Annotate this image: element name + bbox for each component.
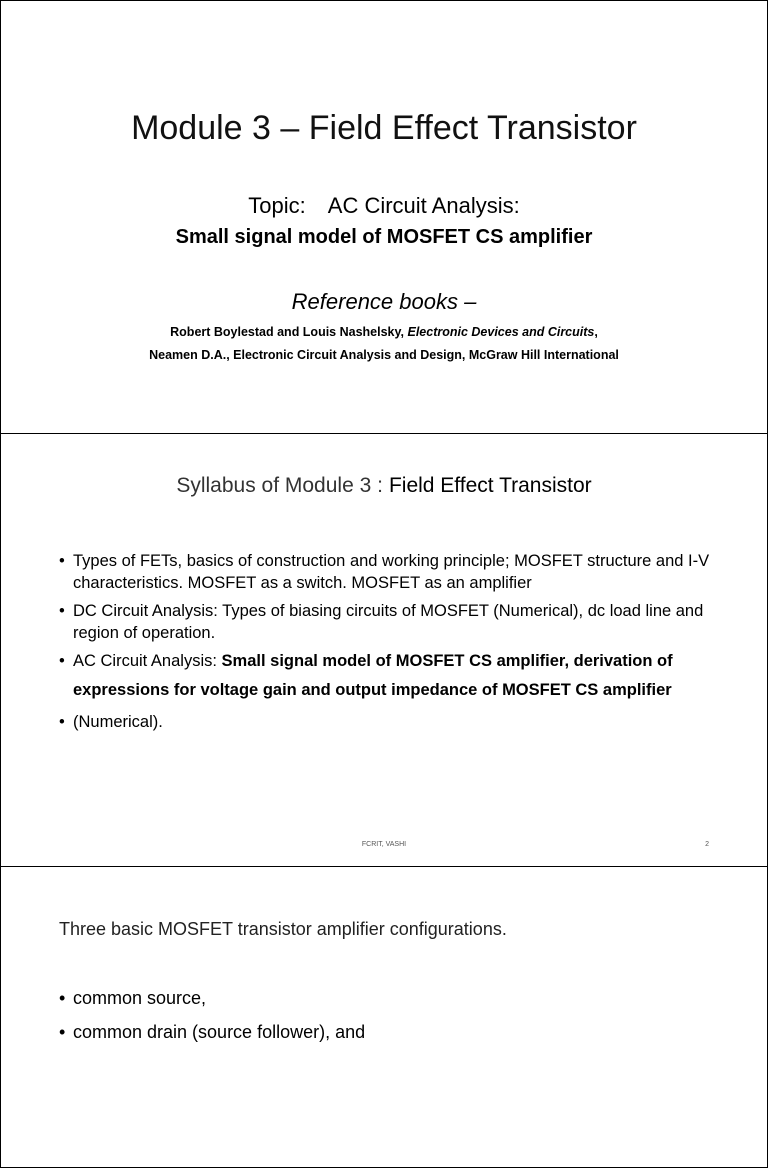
list-item — [59, 600, 715, 644]
configuration-item-1: common source, — [73, 988, 207, 1008]
syllabus-item-3-prefix: AC Circuit Analysis: — [73, 652, 222, 670]
syllabus-item-1: Types of FETs, basics of construction and working principle; MOSFET structure and I-V characteristics. MOSFET as a switch. MOSFET as an amplifier — [73, 552, 710, 592]
list-item — [59, 647, 715, 705]
syllabus-list — [59, 550, 715, 739]
reference-book-1-authors: Robert Boylestad and Louis Nashelsky, — [170, 325, 408, 339]
slide-3 — [0, 866, 768, 1168]
slide-page-number: 2 — [705, 841, 709, 848]
syllabus-item-2: DC Circuit Analysis: Types of biasing circuits of MOSFET (Numerical), dc load line and region of operation. — [73, 602, 704, 642]
syllabus-item-4: (Numerical). — [73, 713, 163, 731]
syllabus-item-3-bold: Small signal model of MOSFET CS amplifier, derivation of expressions for voltage gain and output impedance of MOSFET CS amplifier — [73, 652, 673, 699]
slide-2-title — [1, 474, 767, 498]
slide-1-subtopic: Small signal model of MOSFET CS amplifier — [175, 226, 593, 248]
list-item — [59, 550, 715, 594]
list-item — [59, 1019, 365, 1045]
reference-book-2: Neamen D.A., Electronic Circuit Analysis and Design, McGraw Hill International — [149, 348, 619, 362]
reference-book-1 — [1, 325, 767, 339]
slide-2-title-prefix: Syllabus of Module 3 : — [176, 474, 383, 497]
slide-1-title-main: Field Effect Transistor — [308, 109, 637, 147]
slide-2-title-main: Field Effect Transistor — [388, 474, 592, 497]
slide-1-topic — [1, 193, 767, 219]
slide-2 — [0, 433, 768, 867]
slide-footer: FCRIT, VASHI — [361, 841, 407, 848]
reference-book-1-tail: , — [594, 325, 598, 339]
slide-3-heading: Three basic MOSFET transistor amplifier configurations. — [59, 919, 507, 939]
topic-label: Topic: — [248, 193, 306, 218]
configuration-item-2: common drain (source follower), and — [73, 1022, 366, 1042]
topic-value: AC Circuit Analysis: — [327, 193, 520, 218]
list-item — [59, 711, 715, 733]
reference-books-heading: Reference books – — [291, 289, 477, 314]
list-item — [59, 985, 365, 1011]
reference-book-1-title: Electronic Devices and Circuits — [407, 325, 595, 339]
configurations-list — [59, 985, 365, 1053]
slide-1-title — [1, 109, 767, 148]
slide-1-title-prefix: Module 3 – — [131, 109, 300, 147]
slide-1 — [0, 0, 768, 434]
